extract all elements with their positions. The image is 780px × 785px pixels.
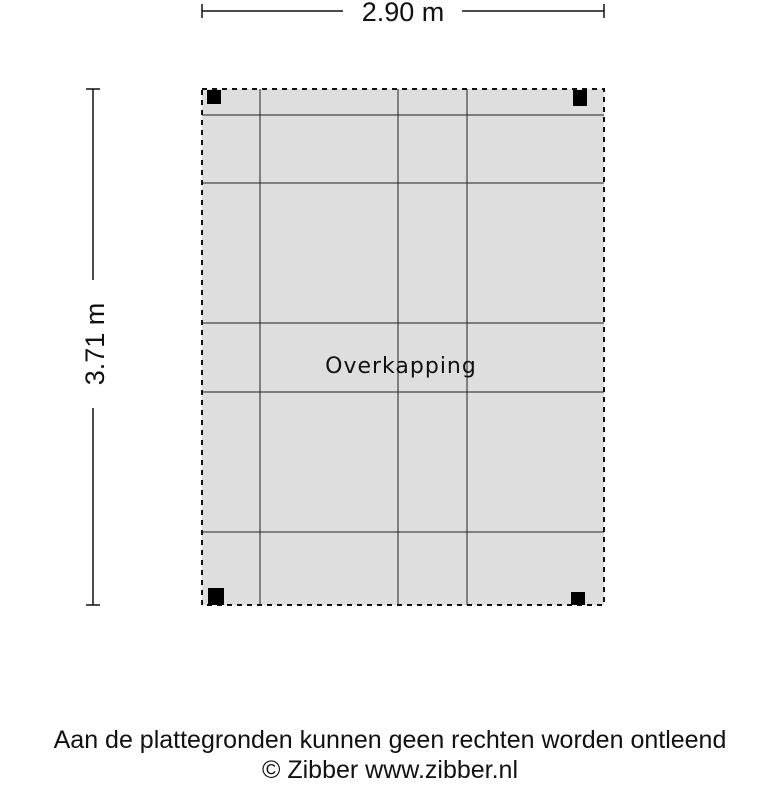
post-top-right <box>573 90 587 106</box>
post-top-left <box>207 90 221 104</box>
room-overkapping <box>202 89 604 605</box>
width-dimension-label: 2.90 m <box>361 0 445 27</box>
room-label: Overkapping <box>325 354 477 379</box>
copyright-text: © Zibber www.zibber.nl <box>261 756 519 784</box>
room-fill <box>202 89 604 605</box>
post-bottom-left <box>208 588 224 605</box>
height-dimension-label: 3.71 m <box>80 302 110 386</box>
post-bottom-right <box>571 592 585 605</box>
width-dimension <box>202 0 604 27</box>
disclaimer-text: Aan de plattegronden kunnen geen rechten worden ontleend <box>53 726 727 754</box>
height-dimension <box>80 89 110 605</box>
